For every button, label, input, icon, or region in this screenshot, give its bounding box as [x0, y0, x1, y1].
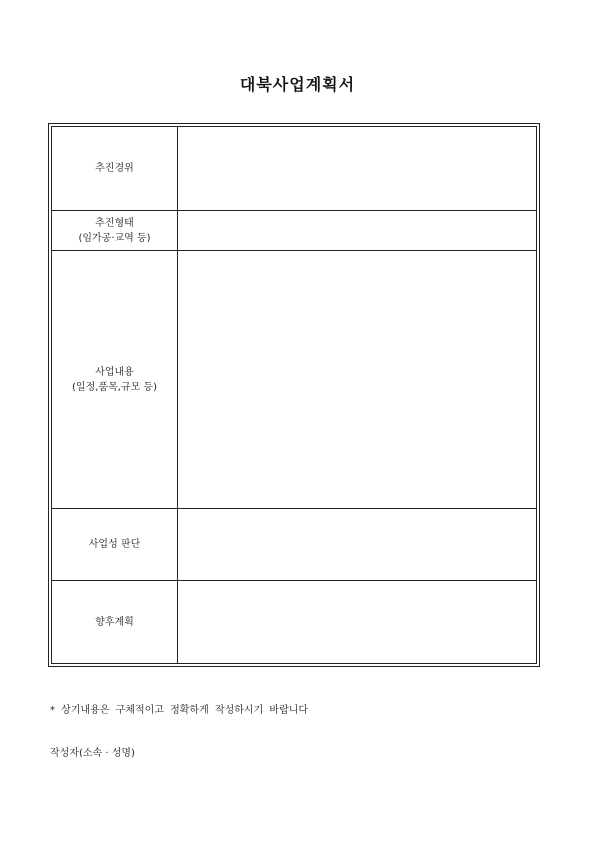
form-field-progress-type[interactable]	[178, 211, 536, 250]
form-field-business-content[interactable]	[178, 251, 536, 508]
form-label-progress-type	[52, 211, 178, 250]
form-label-text: 향후계획	[95, 616, 134, 628]
form-label-future-plan	[52, 581, 178, 663]
form-label-text: 추진형태	[95, 217, 134, 229]
form-label-text: 사업성 판단	[88, 539, 141, 550]
document-title: 대북사업계획서	[239, 75, 356, 94]
form-label-subtext: (임가공·교역 등)	[78, 232, 151, 244]
form-field-future-plan[interactable]	[178, 581, 536, 663]
form-row-business-content	[52, 251, 536, 509]
form-label-text: 추진경위	[95, 163, 134, 174]
form-row-progress-type	[52, 211, 536, 251]
form-field-feasibility[interactable]	[178, 509, 536, 580]
form-row-feasibility	[52, 509, 536, 581]
plan-form-table	[51, 126, 537, 664]
form-label-subtext: (일정,품목,규모 등)	[72, 381, 157, 393]
form-row-future-plan	[52, 581, 536, 663]
form-label-business-content	[52, 251, 178, 508]
form-label-text: 사업내용	[95, 366, 134, 378]
instruction-note: * 상기내용은 구체적이고 정확하게 작성하시기 바랍니다	[50, 705, 309, 716]
author-label: 작성자(소속 · 성명)	[50, 748, 135, 759]
form-label-feasibility	[52, 509, 178, 580]
form-label-progress-history	[52, 127, 178, 210]
form-field-progress-history[interactable]	[178, 127, 536, 210]
plan-form	[48, 123, 540, 667]
form-row-progress-history	[52, 127, 536, 211]
